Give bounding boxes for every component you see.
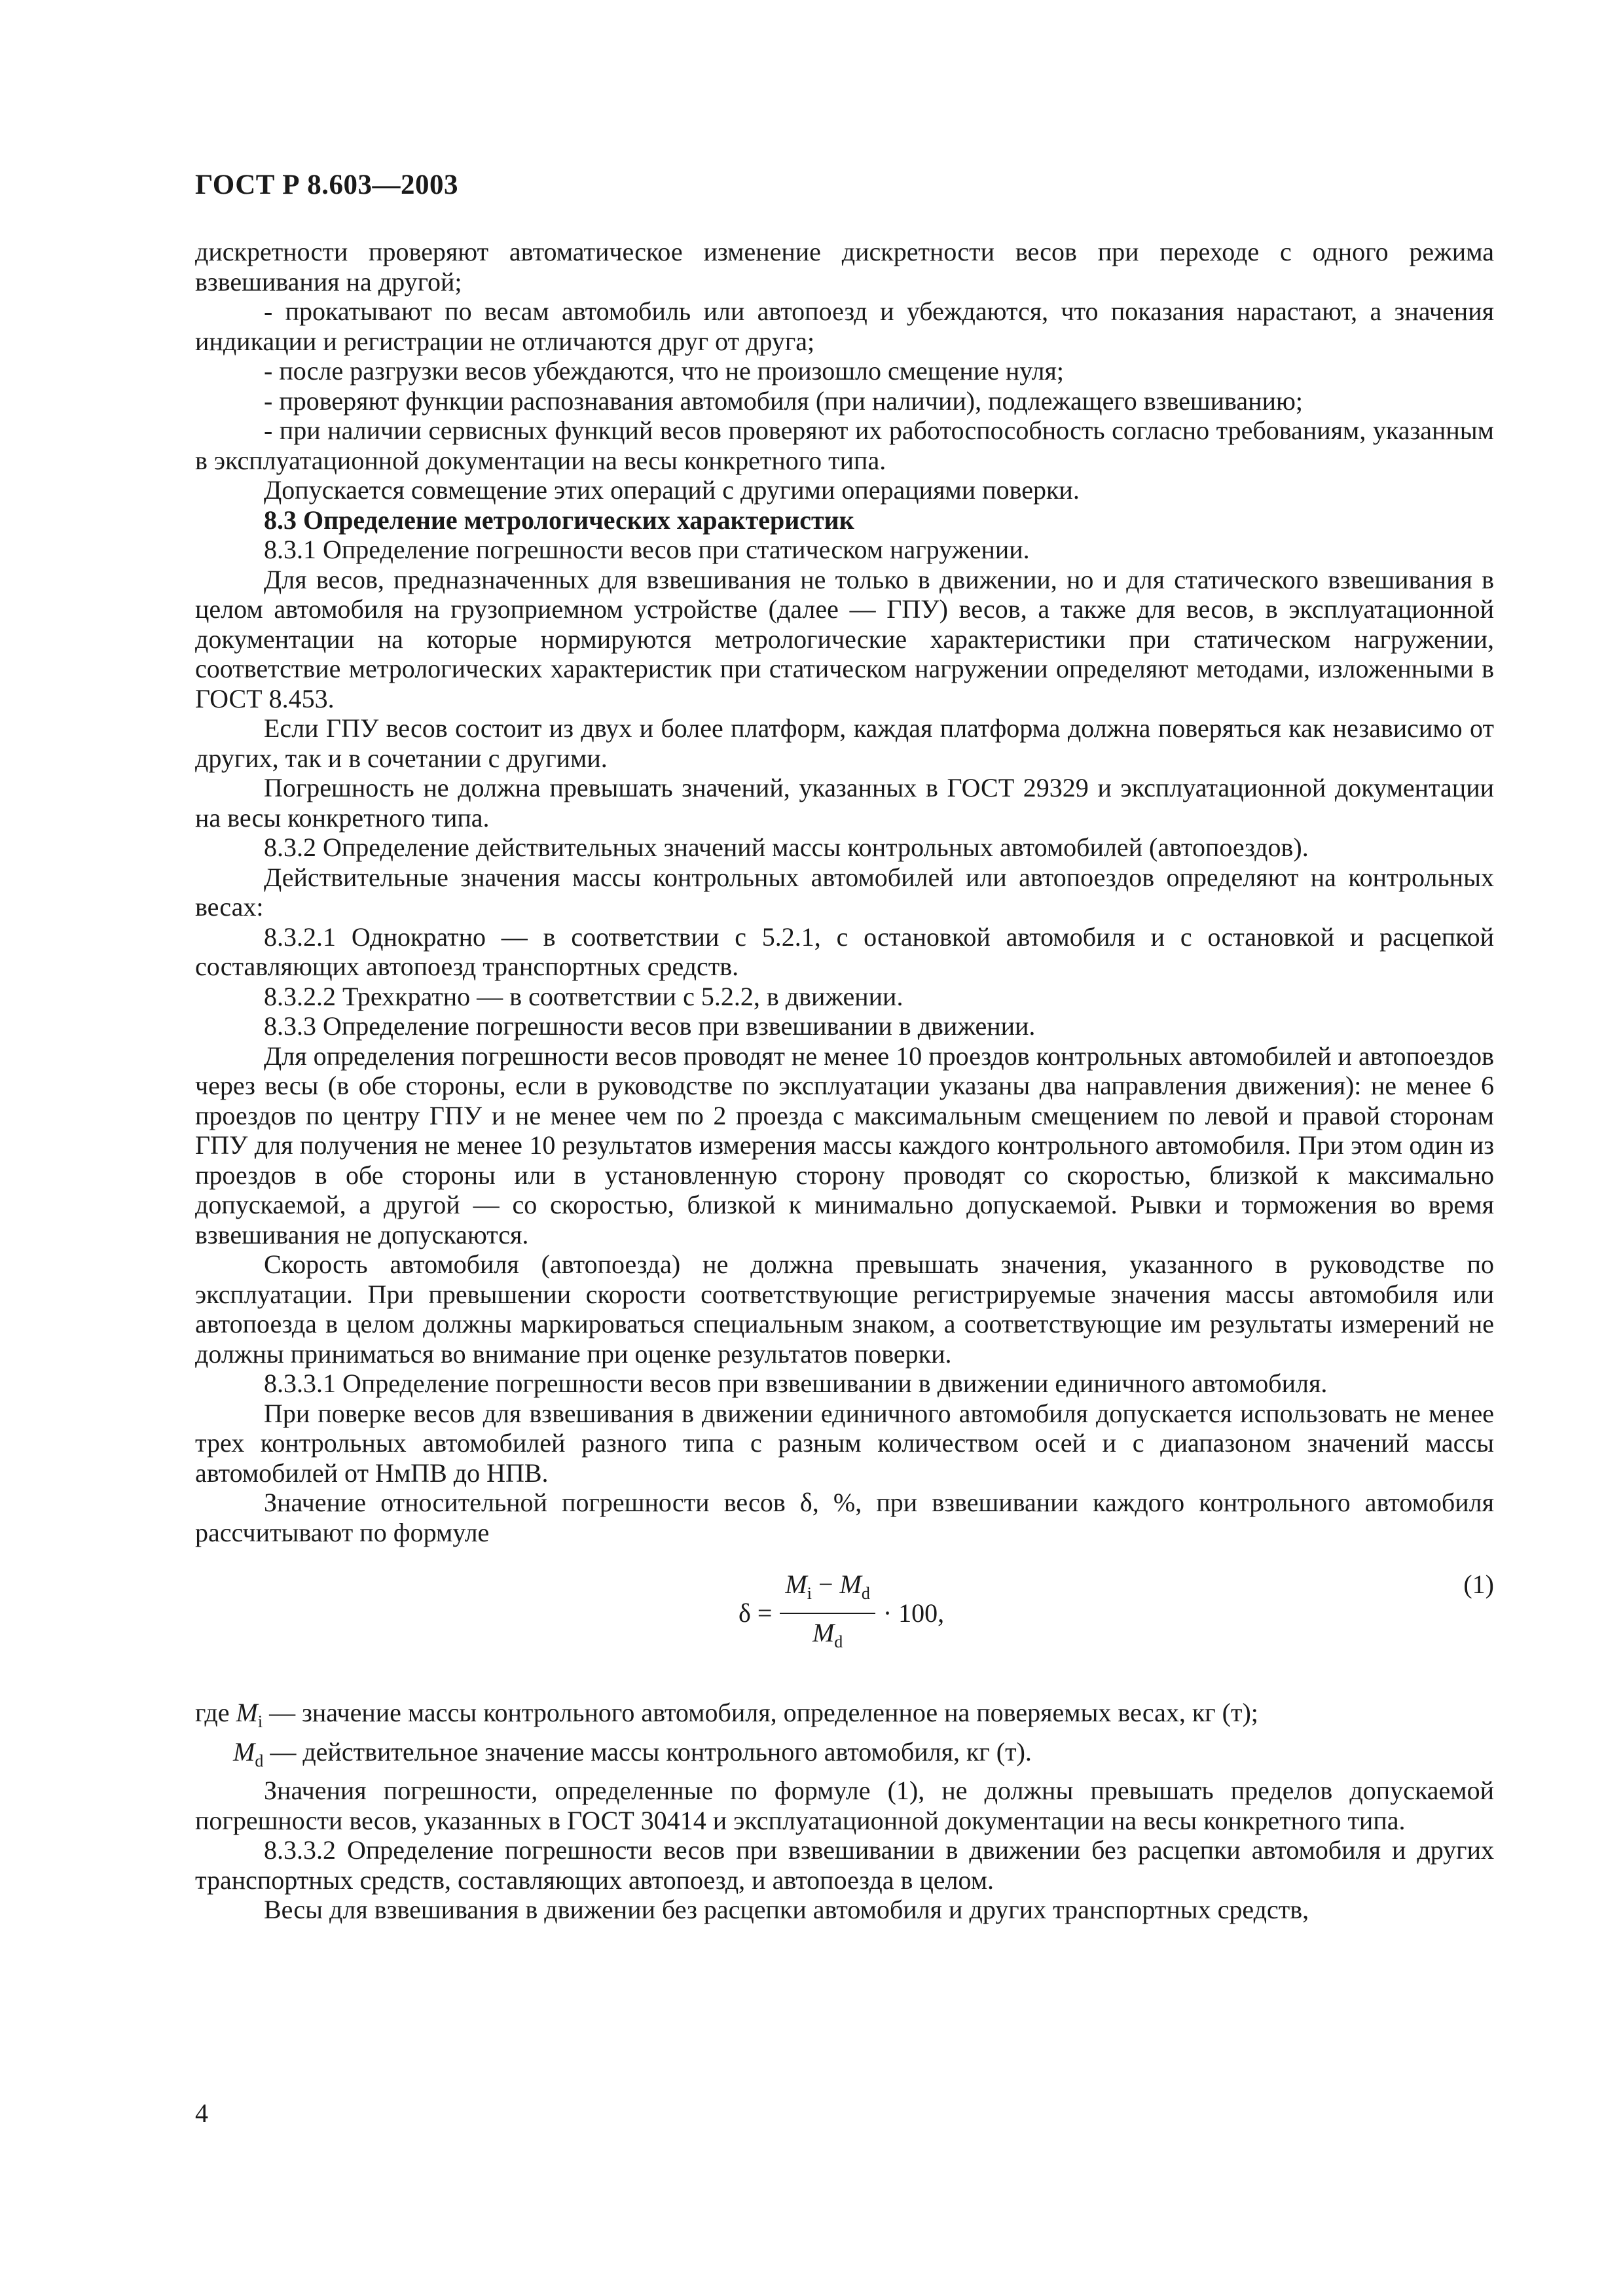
paragraph: Скорость автомобиля (автопоезда) не должна превышать значения, указанного в руководстве по эксплуатации. При превышении скорости соответствующие регистрируемые значения массы автомобиля или автопоезда в целом должны маркироваться специальным знаком, а соответствующие им результаты измерений не должны приниматься во внимание при оценке результатов поверки. (195, 1249, 1494, 1369)
paragraph: - проверяют функции распознавания автомобиля (при наличии), подлежащего взвешиванию; (264, 386, 1303, 416)
paragraph: 8.3.2.1 Однократно — в соответствии с 5.2.1, с остановкой автомобиля и с остановкой и расцепкой составляющих автопоезд транспортных средств. (195, 922, 1494, 981)
formula-block (195, 1563, 1494, 1681)
document-body (195, 237, 1494, 1925)
paragraph: Для определения погрешности весов проводят не менее 10 проездов контрольных автомобилей и автопоездов через весы (в обе стороны, если в руководстве по эксплуатации указаны два направления движения): не менее 6 проездов по центру ГПУ и не менее чем по 2 проезда с максимальным смещением по левой и правой сторонам ГПУ для получения не менее 10 результатов измерения массы каждого контрольного автомобиля. При этом один из проездов в обе стороны или в установленную сторону проводят со скоростью, близкой к максимально допускаемой, а другой — со скоростью, близкой к минимально допускаемой. Рывки и торможения во время взвешивания не допускаются. (195, 1041, 1494, 1249)
paragraph: Значение относительной погрешности весов δ, %, при взвешивании каждого контрольного автомобиля рассчитывают по формуле (195, 1488, 1494, 1547)
paragraph: Действительные значения массы контрольных автомобилей или автопоездов определяют на контрольных весах: (195, 862, 1494, 922)
formula-number: (1) (1463, 1570, 1494, 1599)
paragraph: дискретности проверяют автоматическое изменение дискретности весов при переходе с одного режима взвешивания на другой; (195, 237, 1494, 296)
text-block-1 (195, 237, 1494, 1547)
paragraph: Для весов, предназначенных для взвешивания не только в движении, но и для статического взвешивания в целом автомобиля на грузоприемном устройстве (далее — ГПУ) весов, а также для весов, в эксплуатационной документации на которые нормируются метрологические характеристики при статическом нагружении, соответствие метрологических характеристик при статическом нагружении определяют методами, изложенными в ГОСТ 8.453. (195, 564, 1494, 713)
text-block-2 (195, 1776, 1494, 1925)
paragraph: 8.3.3.2 Определение погрешности весов при взвешивании в движении без расцепки автомобиля и других транспортных средств, составляющих автопоезд, и автопоезда в целом. (195, 1835, 1494, 1895)
formula-fraction (780, 1570, 875, 1657)
formula-denominator: $M_d$ (812, 1617, 843, 1651)
paragraph: - при наличии сервисных функций весов проверяют их работоспособность согласно требованиям, указанным в эксплуатационной документации на весы конкретного типа. (195, 416, 1494, 475)
paragraph: Допускается совмещение этих операций с другими операциями поверки. (264, 475, 1080, 505)
page-header-title: ГОСТ Р 8.603—2003 (195, 170, 459, 200)
paragraph: При поверке весов для взвешивания в движении единичного автомобиля допускается использовать не менее трех контрольных автомобилей разного типа с разным количеством осей и с диапазоном значений массы автомобилей от НмПВ до НПВ. (195, 1398, 1494, 1488)
page-number: 4 (195, 2098, 208, 2128)
where-line-1: где $M_i$ — значение массы контрольного автомобиля, определенное на поверяемых весах, кг (т); (195, 1698, 1258, 1731)
formula-tail: · 100, (883, 1598, 945, 1628)
paragraph: 8.3.1 Определение погрешности весов при статическом нагружении. (264, 535, 1030, 564)
paragraph: - прокатывают по весам автомобиль или автопоезд и убеждаются, что показания нарастают, а значения индикации и регистрации не отличаются друг от друга; (195, 296, 1494, 356)
paragraph: Весы для взвешивания в движении без расцепки автомобиля и других транспортных средств, (264, 1895, 1309, 1924)
formula-lhs: δ = (739, 1598, 773, 1628)
formula-numerator: $M_i - M_d$ (780, 1570, 875, 1614)
paragraph: 8.3.3 Определение погрешности весов при взвешивании в движении. (264, 1011, 1036, 1041)
paragraph: 8.3.2.2 Трехкратно — в соответствии с 5.2.2, в движении. (264, 981, 903, 1011)
paragraph: 8.3 Определение метрологических характеристик (264, 505, 854, 535)
formula (739, 1570, 944, 1657)
where-line-2: $M_d$ — действительное значение массы контрольного автомобиля, кг (т). (233, 1736, 1032, 1770)
paragraph: Погрешность не должна превышать значений, указанных в ГОСТ 29329 и эксплуатационной документации на весы конкретного типа. (195, 773, 1494, 833)
paragraph: 8.3.2 Определение действительных значений массы контрольных автомобилей (автопоездов). (264, 833, 1309, 862)
paragraph: 8.3.3.1 Определение погрешности весов при взвешивании в движении единичного автомобиля. (264, 1369, 1328, 1398)
paragraph: Если ГПУ весов состоит из двух и более платформ, каждая платформа должна поверяться как независимо от других, так и в сочетании с другими. (195, 713, 1494, 773)
paragraph: - после разгрузки весов убеждаются, что не произошло смещение нуля; (264, 356, 1065, 386)
paragraph: Значения погрешности, определенные по формуле (1), не должны превышать пределов допускаемой погрешности весов, указанных в ГОСТ 30414 и эксплуатационной документации на весы конкретного типа. (195, 1776, 1494, 1835)
